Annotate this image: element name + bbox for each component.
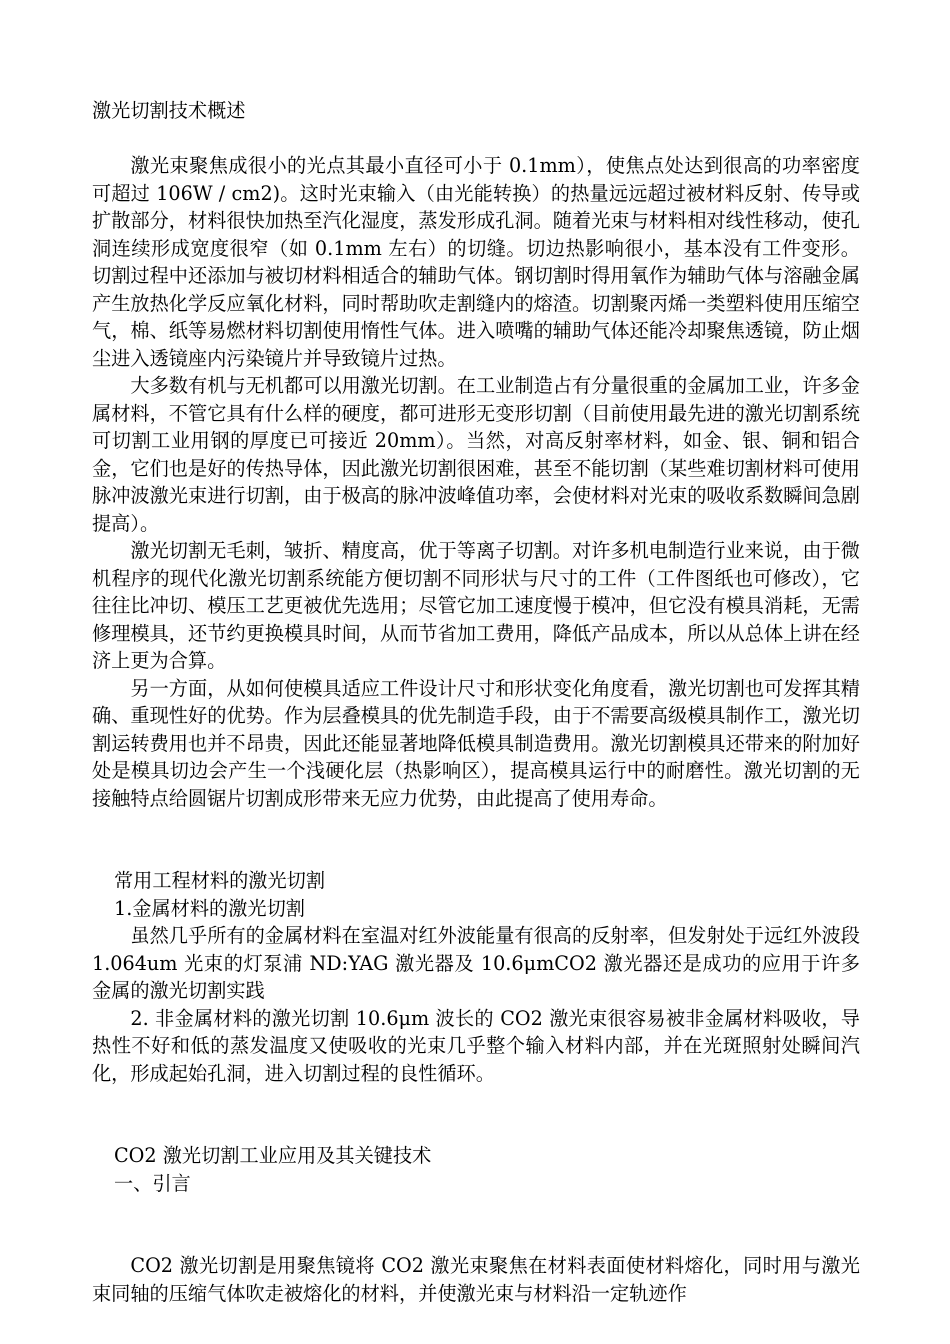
document-title: 激光切割技术概述 bbox=[92, 99, 246, 122]
document-page bbox=[92, 97, 860, 1307]
paragraph-metal: 虽然几乎所有的金属材料在室温对红外波能量有很高的反射率，但发射处于远红外波段 1.064um 光束的灯泵浦 ND:YAG 激光器及 10.6μmCO2 激光器还是成功的应用于许多金属的激光切割实践 bbox=[92, 924, 860, 1002]
paragraph-focus: 激光束聚焦成很小的光点其最小直径可小于 0.1mm），使焦点处达到很高的功率密度可超过 106W / cm2)。这时光束输入（由光能转换）的热量远远超过被材料反射、传导或扩散部分，材料很快加热至汽化湿度，蒸发形成孔洞。随着光束与材料相对线性移动，使孔洞连续形成宽度很窄（如 0.1mm 左右）的切缝。切边热影响很小，基本没有工件变形。切割过程中还添加与被切材料相适合的辅助气体。钢切割时得用氧作为辅助气体与溶融金属产生放热化学反应氧化材料，同时帮助吹走割缝内的熔渣。切割聚丙烯一类塑料使用压缩空气，棉、纸等易燃材料切割使用惰性气体。进入喷嘴的辅助气体还能冷却聚焦透镜，防止烟尘进入透镜座内污染镜片并导致镜片过热。 bbox=[92, 154, 860, 370]
subheading-intro: 一、引言 bbox=[114, 1171, 191, 1195]
spacer bbox=[92, 1087, 860, 1142]
paragraph-nonmetal: 2. 非金属材料的激光切割 10.6μm 波长的 CO2 激光束很容易被非金属材料吸收，导热性不好和低的蒸发温度又使吸收的光束几乎整个输入材料内部，并在光斑照射处瞬间汽化，形成起始孔洞，进入切割过程的良性循环。 bbox=[92, 1006, 860, 1085]
section-heading-materials: 常用工程材料的激光切割 bbox=[114, 869, 326, 892]
section-heading-co2: CO2 激光切割工业应用及其关键技术 bbox=[114, 1144, 432, 1167]
spacer bbox=[92, 125, 860, 153]
paragraph-mold: 另一方面，从如何使模具适应工件设计尺寸和形状变化角度看，激光切割也可发挥其精确、重现性好的优势。作为层叠模具的优先制造手段，由于不需要高级模具制作工，激光切割运转费用也并不昂贵，因此还能显著地降低模具制造费用。激光切割模具还带来的附加好处是模具切边会产生一个浅硬化层（热影响区），提高模具运行中的耐磨性。激光切割的无接触特点给圆锯片切割成形带来无应力优势，由此提高了使用寿命。 bbox=[92, 676, 860, 810]
paragraph-advantages: 激光切割无毛刺，皱折、精度高，优于等离子切割。对许多机电制造行业来说，由于微机程序的现代化激光切割系统能方便切割不同形状与尺寸的工件（工件图纸也可修改），它往往比冲切、模压工艺更被优先选用；尽管它加工速度慢于模冲，但它没有模具消耗，无需修理模具，还节约更换模具时间，从而节省加工费用，降低产品成本，所以从总体上讲在经济上更为合算。 bbox=[92, 539, 860, 672]
spacer bbox=[92, 812, 860, 867]
subheading-metal: 1.金属材料的激光切割 bbox=[114, 896, 305, 920]
paragraph-materials: 大多数有机与无机都可以用激光切割。在工业制造占有分量很重的金属加工业，许多金属材料，不管它具有什么样的硬度，都可进形无变形切割（目前使用最先进的激光切割系统可切割工业用钢的厚度已可接近 20mm）。当然，对高反射率材料，如金、银、铜和铝合金，它们也是好的传热导体，因此激光切割很困难，甚至不能切割（某些难切割材料可使用脉冲波激光束进行切割，由于极高的脉冲波峰值功率，会使材料对光束的吸收系数瞬间急剧提高）。 bbox=[92, 374, 860, 535]
spacer bbox=[92, 1197, 860, 1252]
paragraph-co2-intro: CO2 激光切割是用聚焦镜将 CO2 激光束聚焦在材料表面使材料熔化，同时用与激光束同轴的压缩气体吹走被熔化的材料，并使激光束与材料沿一定轨迹作 bbox=[92, 1254, 860, 1305]
